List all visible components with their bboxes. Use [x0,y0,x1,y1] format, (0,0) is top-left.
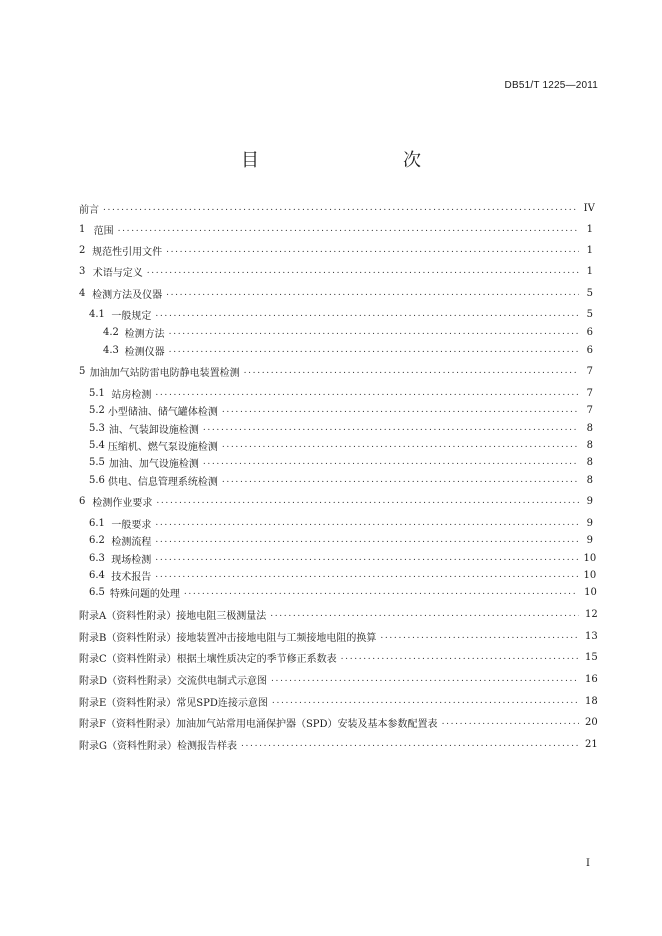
toc-page-number: 15 [585,651,598,663]
toc-section-number: 2 [79,244,86,256]
toc-page-number: 9 [586,534,593,546]
toc-section-number: 4.2 [103,326,119,338]
toc-entry-title: 接地电阻三极测量法 [176,610,267,622]
toc-entry[interactable] [79,285,593,301]
toc-entry-title: 检测方法及仪器 [92,289,163,301]
toc-entry[interactable] [79,306,593,322]
toc-entry-title: 现场检测 [111,554,152,566]
toc-section-number: 4 [79,287,86,299]
toc-section-number: 5.3 [89,422,105,434]
toc-leader-dots [222,474,579,486]
toc-entry[interactable] [79,385,593,401]
toc-entry[interactable] [79,221,593,237]
toc-entry[interactable] [79,736,598,752]
toc-leader-dots [155,552,577,564]
toc-leader-dots [270,608,579,620]
toc-leader-dots [103,202,578,214]
toc-entry-title: 根据土壤性质决定的季节修正系数表 [176,653,337,665]
toc-section-number: 6.4 [89,569,105,581]
toc-section-number: 6.5 [89,586,105,598]
toc-entry[interactable] [79,472,593,488]
toc-page-number: 5 [586,287,593,299]
toc-entry[interactable] [79,714,598,730]
toc-page-number: IV [583,202,595,214]
toc-entry[interactable] [79,402,593,418]
toc-leader-dots [380,630,579,642]
toc-leader-dots [244,365,579,377]
toc-leader-dots [155,517,579,529]
toc-entry[interactable] [79,649,598,665]
toc-entry-title: 技术报告 [111,571,152,583]
toc-annex-label: 附录G（资料性附录） [79,740,177,752]
toc-page-number: 9 [586,495,593,507]
toc-page-number: 1 [586,265,593,277]
toc-entry-title: 一般规定 [111,310,152,322]
toc-entry[interactable] [79,606,598,622]
toc-page-number: 16 [585,673,598,685]
toc-leader-dots [169,326,579,338]
toc-entry-title: 交流供电制式示意图 [177,675,268,687]
toc-entry-title: 加油、加气设施检测 [108,458,199,470]
toc-section-number: 3 [79,265,86,277]
toc-entry[interactable] [79,437,593,453]
toc-page-number: 10 [583,569,597,581]
toc-annex-label: 附录B（资料性附录） [79,632,177,644]
toc-entry-title: 供电、信息管理系统检测 [107,476,218,488]
toc-entry-title: 加油加气站常用电涌保护器（SPD）安装及基本参数配置表 [175,718,438,730]
toc-leader-dots [166,244,579,256]
toc-entry[interactable] [79,671,598,687]
toc-entry-title: 检测方法 [124,328,165,340]
toc-section-number: 5.6 [89,474,105,486]
toc-entry-title: 检测报告样表 [177,740,237,752]
toc-leader-dots [169,344,579,356]
toc-page-number: 13 [585,630,598,642]
toc-page-number: 18 [585,695,598,707]
toc-section-number: 6.1 [89,517,105,529]
toc-entry-title: 常见SPD连接示意图 [176,697,268,709]
toc-page-number: 10 [584,586,597,598]
toc-page-number: 21 [585,738,598,750]
toc-entry-title: 小型储油、储气罐体检测 [107,406,218,418]
toc-entry[interactable] [79,532,593,548]
toc-entry-title: 范围 [93,225,114,237]
toc-leader-dots [166,287,579,299]
toc-leader-dots [203,422,579,434]
toc-leader-dots [222,439,579,451]
toc-entry[interactable] [79,515,593,531]
toc-page-number: 6 [586,326,593,338]
toc-entry[interactable] [79,363,593,379]
toc-page-number: 8 [586,456,593,468]
toc-entry-title: 检测仪器 [124,346,165,358]
toc-leader-dots [341,651,579,663]
toc-leader-dots [184,586,578,598]
toc-entry-title: 规范性引用文件 [92,246,163,258]
toc-entry-title: 检测作业要求 [92,497,153,509]
toc-leader-dots [155,534,579,546]
toc-section-number: 6 [79,495,86,507]
toc-entry[interactable] [79,493,593,509]
toc-page-number: 1 [586,244,593,256]
toc-section-number: 5.5 [89,456,105,468]
toc-section-number: 5.4 [89,439,105,451]
toc-page-number: 7 [586,387,593,399]
toc-leader-dots [155,387,579,399]
toc-entry-title: 特殊问题的处理 [109,588,180,600]
toc-leader-dots [442,716,579,728]
toc-section-number: 4.3 [103,344,119,356]
toc-annex-label: 附录D（资料性附录） [79,675,178,687]
toc-page-number: 8 [586,474,593,486]
toc-annex-label: 附录C（资料性附录） [79,653,177,665]
toc-page-number: 12 [585,608,598,620]
toc-entry[interactable] [79,584,597,600]
toc-leader-dots [222,404,579,416]
page-number: I [586,858,590,869]
toc-page-number: 6 [586,344,593,356]
toc-section-number: 1 [79,223,86,235]
toc-entry-title: 术语与定义 [92,267,143,279]
toc-section-number: 5 [79,365,86,377]
toc-leader-dots [203,456,579,468]
toc-annex-label: 附录E（资料性附录） [79,697,177,709]
toc-page-number: 7 [586,404,593,416]
toc-section-number: 4.1 [89,308,105,320]
toc-leader-dots [155,569,577,581]
toc-page-number: 8 [586,439,593,451]
toc-entry[interactable] [79,242,593,258]
toc-leader-dots [147,265,579,277]
toc-entry[interactable] [79,324,593,340]
toc-page-number: 10 [583,552,597,564]
toc-leader-dots [155,308,579,320]
toc-entry[interactable] [79,550,597,566]
toc-section-number: 6.3 [89,552,105,564]
toc-page-number: 8 [586,422,593,434]
toc-annex-label: 附录A（资料性附录） [79,610,177,622]
toc-leader-dots [241,738,579,750]
toc-entry[interactable] [79,420,593,436]
toc-page-number: 7 [586,365,593,377]
toc-entry-title: 加油加气站防雷电防静电装置检测 [89,367,240,379]
toc-page-number: 9 [586,517,593,529]
toc-entry[interactable] [79,628,598,644]
toc-section-number: 5.1 [89,387,105,399]
toc-entry[interactable] [79,454,593,470]
toc-entry-title: 接地装置冲击接地电阻与工频接地电阻的换算 [176,632,377,644]
toc-entry[interactable] [79,693,598,709]
toc-section-number: 5.2 [89,404,105,416]
toc-entry[interactable] [79,263,593,279]
toc-leader-dots [118,223,579,235]
toc-leader-dots [271,673,579,685]
toc-section-number: 6.2 [89,534,105,546]
toc-leader-dots [272,695,579,707]
toc-entry-title: 一般要求 [111,519,152,531]
toc-entry[interactable] [79,200,593,216]
toc-entry-title: 压缩机、燃气泵设施检测 [107,441,218,453]
toc-entry[interactable] [79,342,593,358]
toc-annex-label: 附录F（资料性附录） [79,718,176,730]
toc-page-number: 20 [585,716,598,728]
toc-page-number: 5 [586,308,593,320]
toc-entry[interactable] [79,567,597,583]
page-title: 目 次 [241,150,457,171]
toc-entry-title: 检测流程 [111,536,152,548]
toc-entry-title: 站房检测 [111,389,152,401]
toc-entry-title: 油、气装卸设施检测 [108,424,199,436]
toc-page-number: 1 [586,223,593,235]
document-code: DB51/T 1225—2011 [504,80,598,91]
toc-entry-title: 前言 [79,204,99,216]
toc-leader-dots [156,495,579,507]
